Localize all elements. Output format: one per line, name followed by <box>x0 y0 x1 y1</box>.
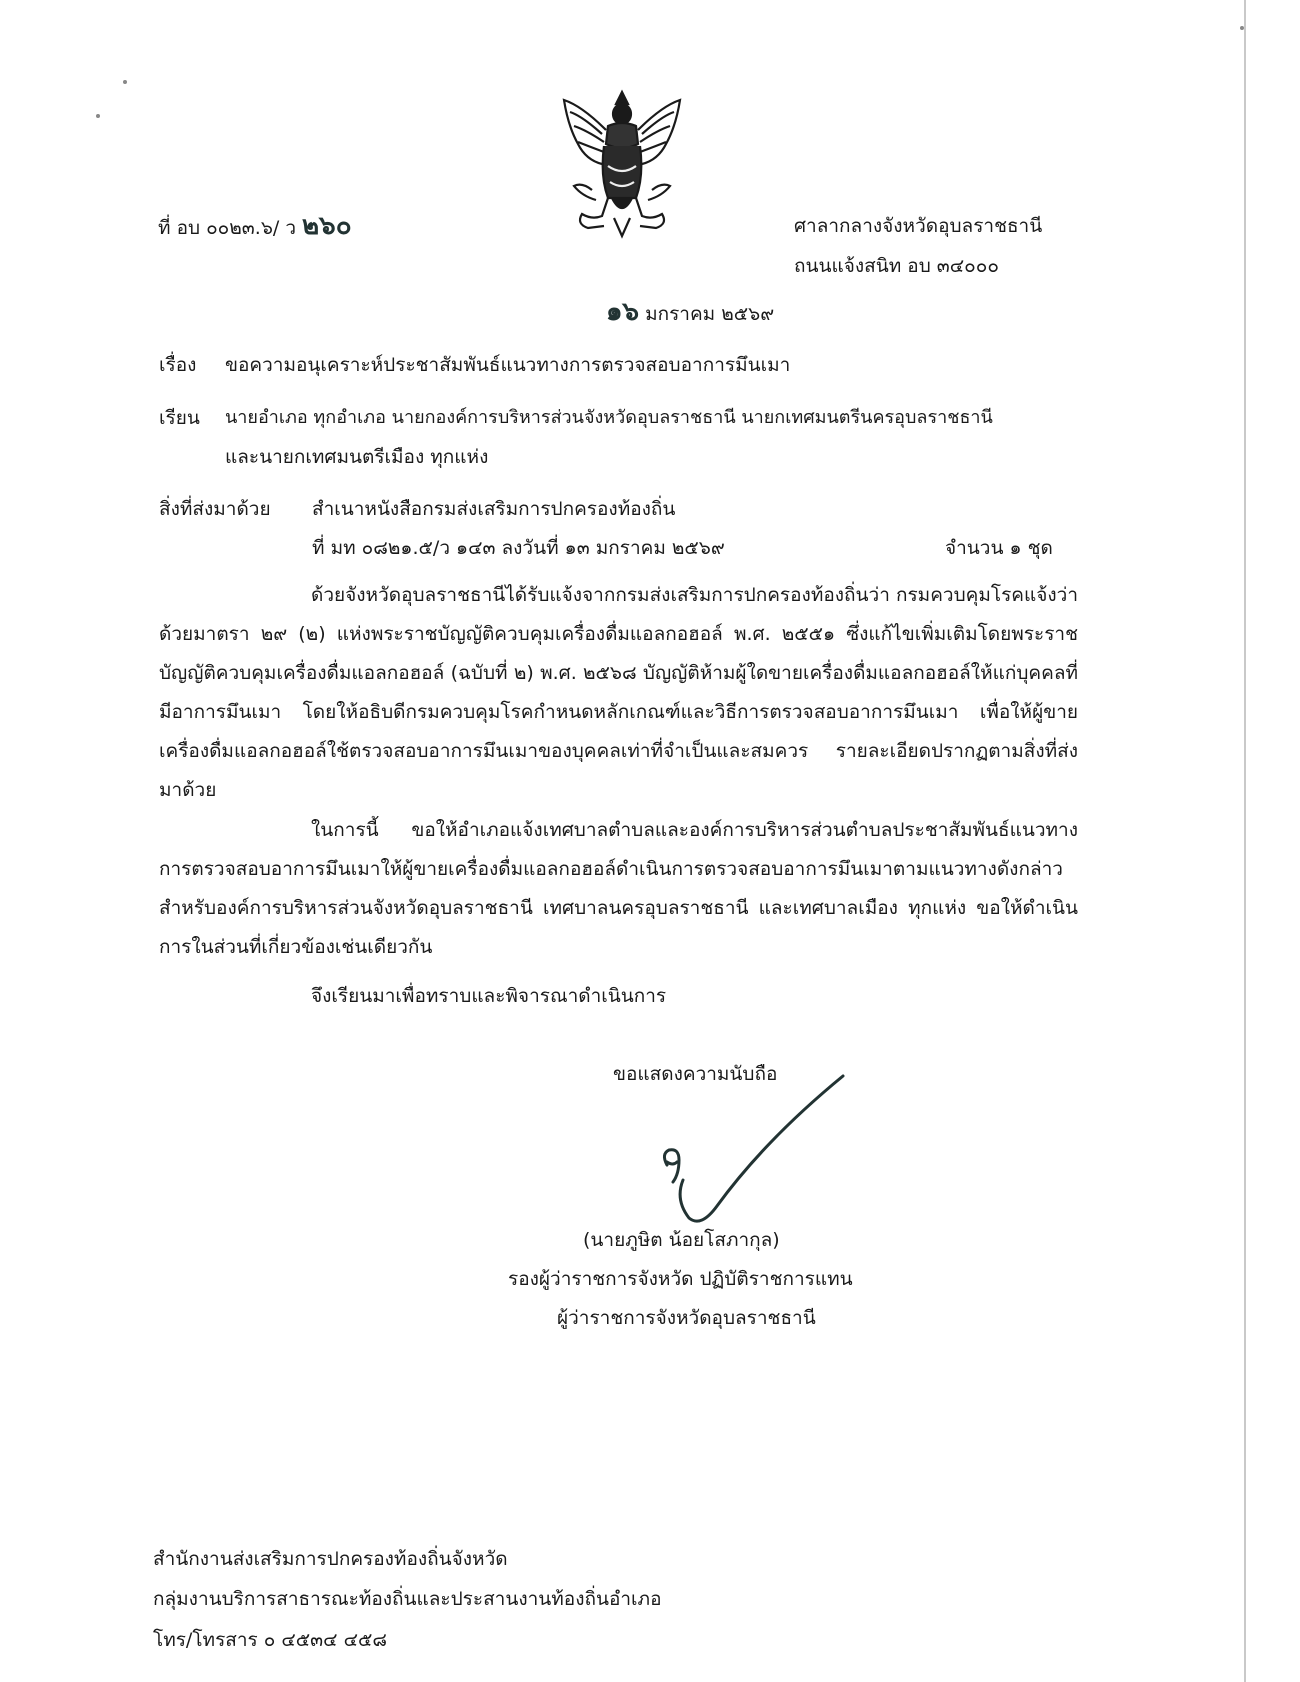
office-address: ถนนแจ้งสนิท อบ ๓๔๐๐๐ <box>794 255 999 277</box>
enclosure-label: สิ่งที่ส่งมาด้วย <box>159 498 271 520</box>
body-paragraph-2: ในการนี้ ขอให้อำเภอแจ้งเทศบาลตำบลและองค์การบริหารส่วนตำบลประชาสัมพันธ์แนวทางการตรวจสอบอาการมึนเมาให้ผู้ขายเครื่องดื่มแอลกอฮอล์ดำเนินการตรวจสอบอาการมึนเมาตามแนวทางดังกล่าว สำหรับองค์การบริหารส่วนจังหวัดอุบลราชธานี เทศบาลนครอุบลราชธานี และเทศบาลเมือง ทุกแห่ง ขอให้ดำเนินการในส่วนที่เกี่ยวข้องเช่นเดียวกัน <box>159 819 1078 958</box>
enclosure-line-1: สำเนาหนังสือกรมส่งเสริมการปกครองท้องถิ่น <box>312 498 676 520</box>
footer-department: สำนักงานส่งเสริมการปกครองท้องถิ่นจังหวัด <box>153 1548 508 1570</box>
date-day-handwritten: ๑๖ <box>606 297 640 327</box>
enclosure-line-2: ที่ มท ๐๘๒๑.๕/ว ๑๔๓ ลงวันที่ ๑๓ มกราคม ๒๕๖๙ <box>312 537 725 559</box>
closing-request: จึงเรียนมาเพื่อทราบและพิจารณาดำเนินการ <box>311 985 667 1007</box>
signatory-position-2: ผู้ว่าราชการจังหวัดอุบลราชธานี <box>557 1307 816 1329</box>
enclosure-count: จำนวน ๑ ชุด <box>945 537 1053 559</box>
addressee-line-1: นายอำเภอ ทุกอำเภอ นายกองค์การบริหารส่วนจังหวัดอุบลราชธานี นายกเทศมนตรีนครอุบลราชธานี <box>225 407 993 428</box>
signatory-name: (นายภูษิต น้อยโสภากุล) <box>583 1229 780 1251</box>
scan-speck <box>1240 26 1244 30</box>
scan-speck <box>123 80 127 84</box>
document-date <box>606 299 774 327</box>
footer-phone: โทร/โทรสาร ๐ ๔๕๓๔ ๔๕๘ <box>153 1629 388 1651</box>
addressee-line-2: และนายกเทศมนตรีเมือง ทุกแห่ง <box>225 446 489 468</box>
signatory-position-1: รองผู้ว่าราชการจังหวัด ปฏิบัติราชการแทน <box>508 1268 853 1290</box>
date-month-year: มกราคม ๒๕๖๙ <box>645 303 775 325</box>
reference-number <box>158 213 352 241</box>
subject-text: ขอความอนุเคราะห์ประชาสัมพันธ์แนวทางการตรวจสอบอาการมึนเมา <box>225 354 791 376</box>
office-name: ศาลากลางจังหวัดอุบลราชธานี <box>794 215 1043 237</box>
addressee-label: เรียน <box>159 407 200 429</box>
reference-number-handwritten: ๒๖๐ <box>302 211 352 241</box>
scan-speck <box>96 114 100 118</box>
salutation: ขอแสดงความนับถือ <box>613 1063 778 1085</box>
body-paragraph-1: ด้วยจังหวัดอุบลราชธานีได้รับแจ้งจากกรมส่งเสริมการปกครองท้องถิ่นว่า กรมควบคุมโรคแจ้งว่า ด้วยมาตรา ๒๙ (๒) แห่งพระราชบัญญัติควบคุมเครื่องดื่มแอลกอฮอล์ พ.ศ. ๒๕๕๑ ซึ่งแก้ไขเพิ่มเติมโดยพระราชบัญญัติควบคุมเครื่องดื่มแอลกอฮอล์ (ฉบับที่ ๒) พ.ศ. ๒๕๖๘ บัญญัติห้ามผู้ใดขายเครื่องดื่มแอลกอฮอล์ให้แก่บุคคลที่มีอาการมึนเมา โดยให้อธิบดีกรมควบคุมโรคกำหนดหลักเกณฑ์และวิธีการตรวจสอบอาการมึนเมา เพื่อให้ผู้ขายเครื่องดื่มแอลกอฮอล์ใช้ตรวจสอบอาการมึนเมาของบุคคลเท่าที่จำเป็นและสมควร รายละเอียดปรากฏตามสิ่งที่ส่งมาด้วย <box>159 584 1078 801</box>
handwritten-signature <box>655 1070 895 1240</box>
scan-edge-line <box>1244 0 1246 1682</box>
footer-section: กลุ่มงานบริการสาธารณะท้องถิ่นและประสานงานท้องถิ่นอำเภอ <box>153 1588 662 1610</box>
garuda-emblem-icon <box>552 86 692 246</box>
reference-number-printed: ที่ อบ ๐๐๒๓.๖/ ว <box>158 217 296 239</box>
subject-label: เรื่อง <box>159 354 197 376</box>
